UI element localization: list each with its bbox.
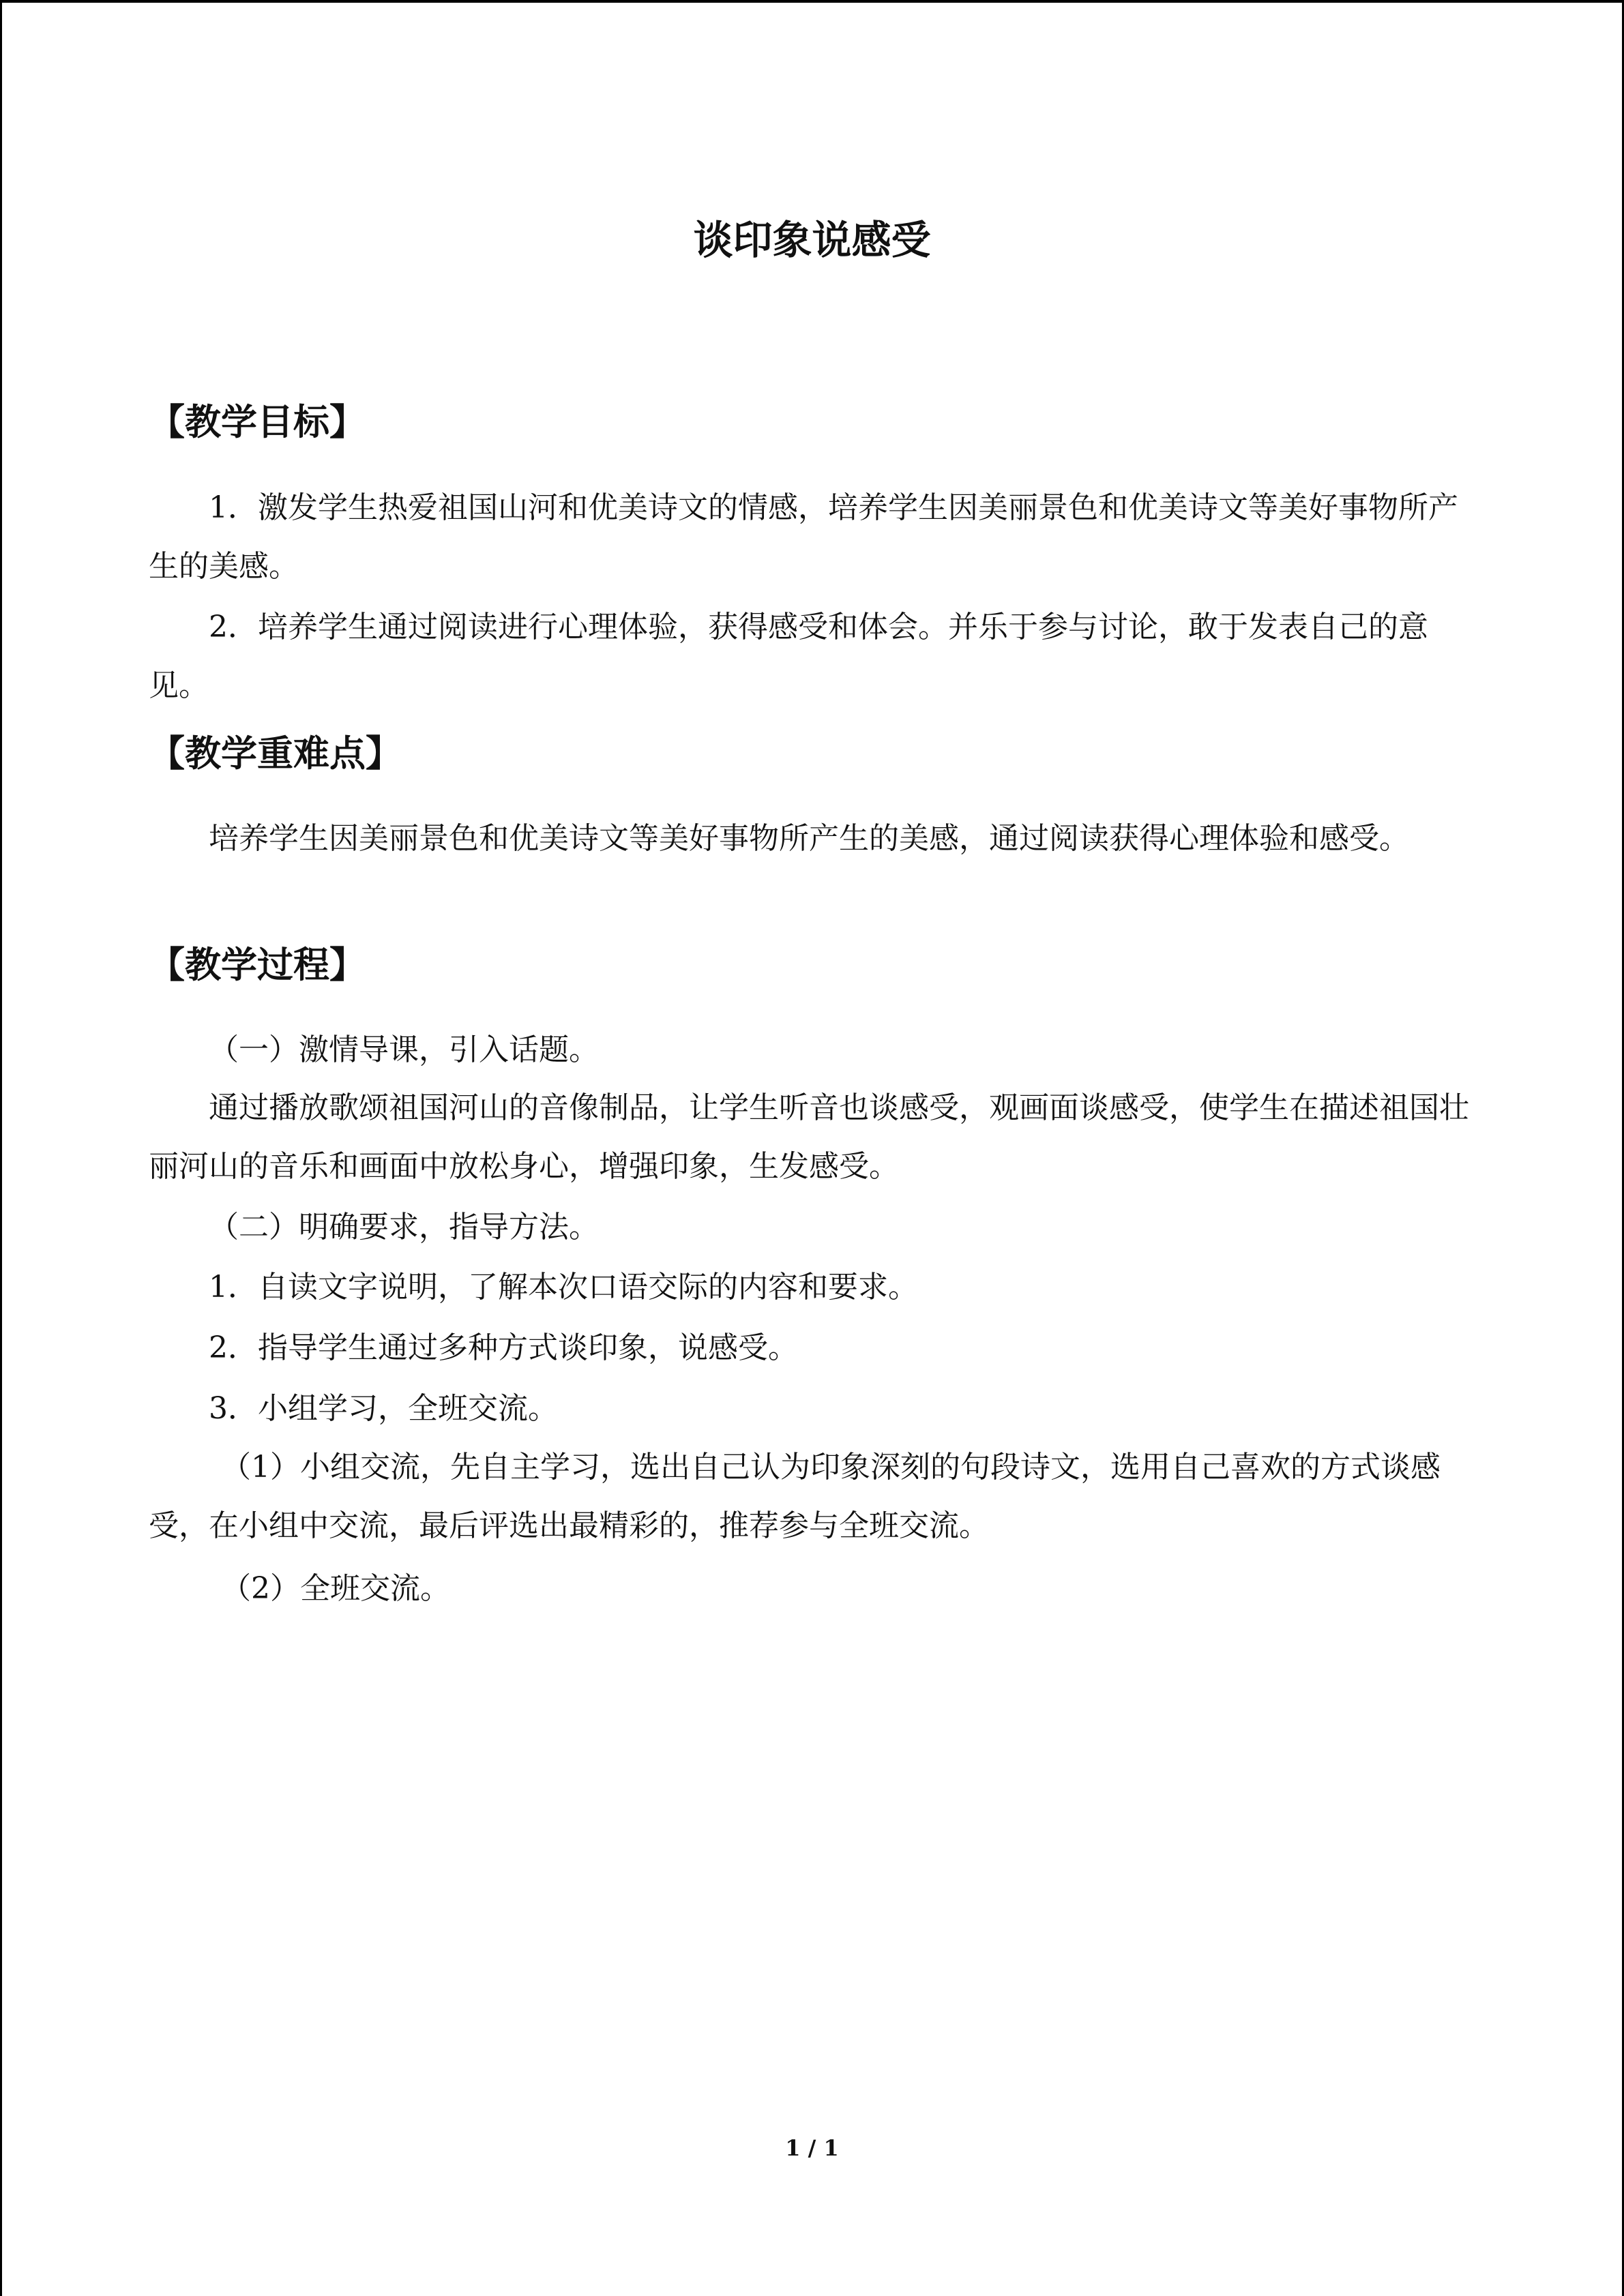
- process-item-3-sub-1: （1）小组交流，先自主学习，选出自己认为印象深刻的句段诗文，选用自己喜欢的方式谈感受，在小组中交流，最后评选出最精彩的，推荐参与全班交流。: [149, 1450, 1441, 1543]
- process-step-1-heading: （一）激情导课，引入话题。: [209, 1032, 599, 1067]
- process-item-2: 2．指导学生通过多种方式谈印象，说感受。: [209, 1330, 798, 1365]
- process-step-2-heading: （二）明确要求，指导方法。: [209, 1210, 599, 1244]
- process-item-3: 3．小组学习，全班交流。: [209, 1391, 558, 1426]
- section-heading-keypoints: 【教学重难点】: [149, 732, 402, 775]
- process-item-1: 1．自读文字说明，了解本次口语交际的内容和要求。: [209, 1270, 918, 1304]
- keypoints-text: 培养学生因美丽景色和优美诗文等美好事物所产生的美感，通过阅读获得心理体验和感受。: [209, 821, 1409, 856]
- document-title: 谈印象说感受: [693, 217, 931, 263]
- section-heading-process: 【教学过程】: [149, 944, 366, 986]
- process-item-3-sub-2: （2）全班交流。: [221, 1571, 450, 1606]
- goal-item-1: 1．激发学生热爱祖国山河和优美诗文的情感，培养学生因美丽景色和优美诗文等美好事物所产生的美感。: [149, 490, 1458, 584]
- goal-item-2: 2．培养学生通过阅读进行心理体验，获得感受和体会。并乐于参与讨论，敢于发表自己的意见。: [149, 610, 1428, 703]
- page-number: 1 / 1: [785, 2135, 839, 2161]
- section-heading-goals: 【教学目标】: [149, 401, 366, 443]
- process-step-1-text: 通过播放歌颂祖国河山的音像制品，让学生听音也谈感受，观画面谈感受，使学生在描述祖国壮丽河山的音乐和画面中放松身心，增强印象，生发感受。: [149, 1090, 1469, 1184]
